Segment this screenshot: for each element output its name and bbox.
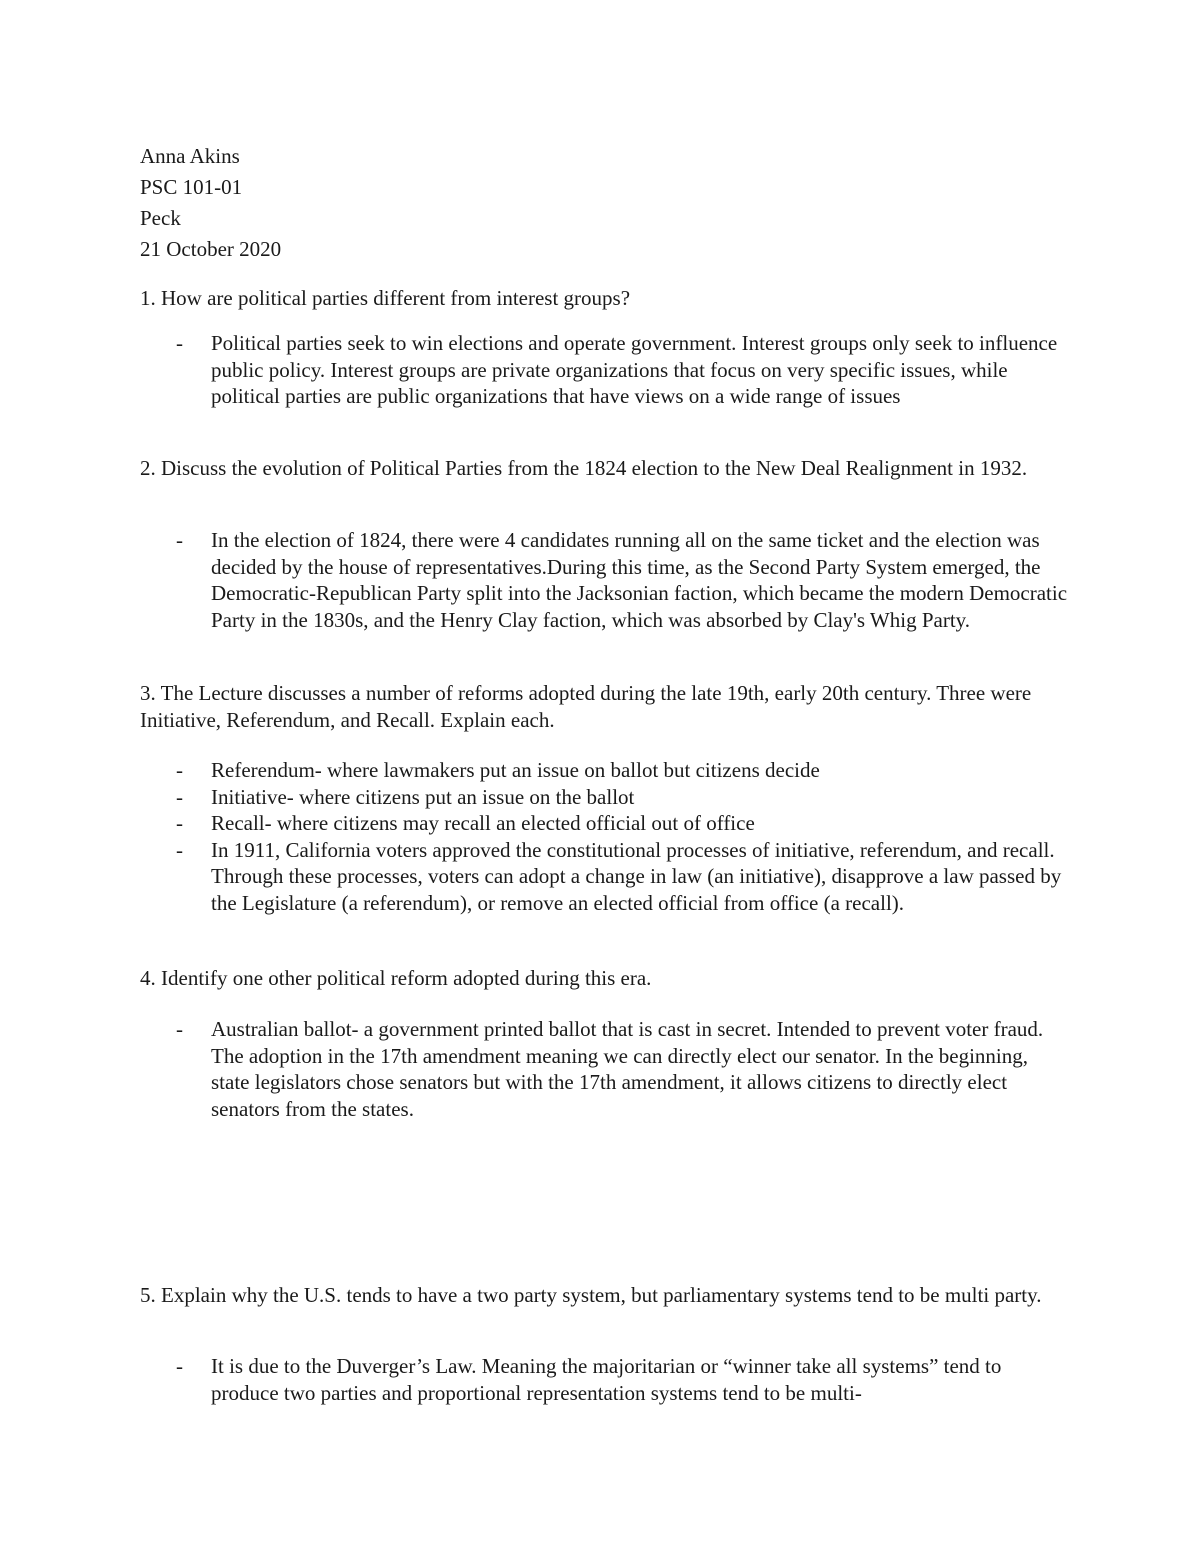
answer-list-1 xyxy=(140,330,1070,410)
answer-text: Australian ballot- a government printed ballot that is cast in secret. Intended to prevent voter fraud. The adoption in the 17th amendment meaning we can directly elect our senator. In the beginning, state legislators chose senators but with the 17th amendment, it allows citizens to directly elect senators from the states. xyxy=(211,1017,1044,1121)
answer-item xyxy=(140,1016,1070,1122)
answer-item xyxy=(140,1353,1070,1406)
answer-list-3 xyxy=(140,757,1070,916)
answer-text: Recall- where citizens may recall an elected official out of office xyxy=(211,811,755,835)
answer-text: It is due to the Duverger’s Law. Meaning the majoritarian or “winner take all systems” tend to produce two parties and proportional representation systems tend to be multi- xyxy=(211,1354,1002,1405)
question-5: 5. Explain why the U.S. tends to have a two party system, but parliamentary systems tend to be multi party. xyxy=(140,1283,1042,1307)
answer-item xyxy=(140,784,1070,811)
answer-list-2 xyxy=(140,527,1070,633)
instructor-name: Peck xyxy=(140,206,181,230)
answer-item xyxy=(140,757,1070,784)
answer-text: Initiative- where citizens put an issue on the ballot xyxy=(211,784,635,809)
answer-item xyxy=(140,837,1070,917)
bullet-dash: - xyxy=(176,837,183,862)
answer-list-5 xyxy=(140,1353,1070,1406)
answer-text: In the election of 1824, there were 4 candidates running all on the same ticket and the election was decided by the house of representatives.During this time, as the Second Party System emerged, the Democratic-Republican Party split into the Jacksonian faction, which became the modern Democratic Party in the 1830s, and the Henry Clay faction, which was absorbed by Clay's Whig Party. xyxy=(211,528,1068,632)
bullet-dash: - xyxy=(176,528,183,552)
answer-item xyxy=(140,330,1070,410)
answer-text: In 1911, California voters approved the constitutional processes of initiative, referendum, and recall. Through these processes, voters can adopt a change in law (an initiative), disapprove a law passed by the Legislature (a referendum), or remove an elected official from office (a recall). xyxy=(211,837,1062,915)
submission-date: 21 October 2020 xyxy=(140,237,282,261)
bullet-dash: - xyxy=(176,758,183,782)
bullet-dash: - xyxy=(176,784,183,809)
question-4: 4. Identify one other political reform adopted during this era. xyxy=(140,966,652,990)
answer-list-4 xyxy=(140,1016,1070,1122)
bullet-dash: - xyxy=(176,1017,183,1041)
bullet-dash: - xyxy=(176,811,183,835)
question-2: 2. Discuss the evolution of Political Parties from the 1824 election to the New Deal Realignment in 1932. xyxy=(140,456,1028,480)
answer-item xyxy=(140,527,1070,633)
bullet-dash: - xyxy=(176,331,183,355)
answer-item xyxy=(140,810,1070,837)
course-code: PSC 101-01 xyxy=(140,175,243,199)
answer-text: Referendum- where lawmakers put an issue on ballot but citizens decide xyxy=(211,758,820,782)
student-name: Anna Akins xyxy=(140,144,240,168)
question-3: 3. The Lecture discusses a number of reforms adopted during the late 19th, early 20th century. Three were Initiative, Referendum, and Recall. Explain each. xyxy=(140,681,1032,732)
question-1: 1. How are political parties different from interest groups? xyxy=(140,286,631,310)
bullet-dash: - xyxy=(176,1354,183,1378)
answer-text: Political parties seek to win elections and operate government. Interest groups only seek to influence public policy. Interest groups are private organizations that focus on very specific issues, while political parties are public organizations that have views on a wide range of issues xyxy=(211,331,1058,408)
